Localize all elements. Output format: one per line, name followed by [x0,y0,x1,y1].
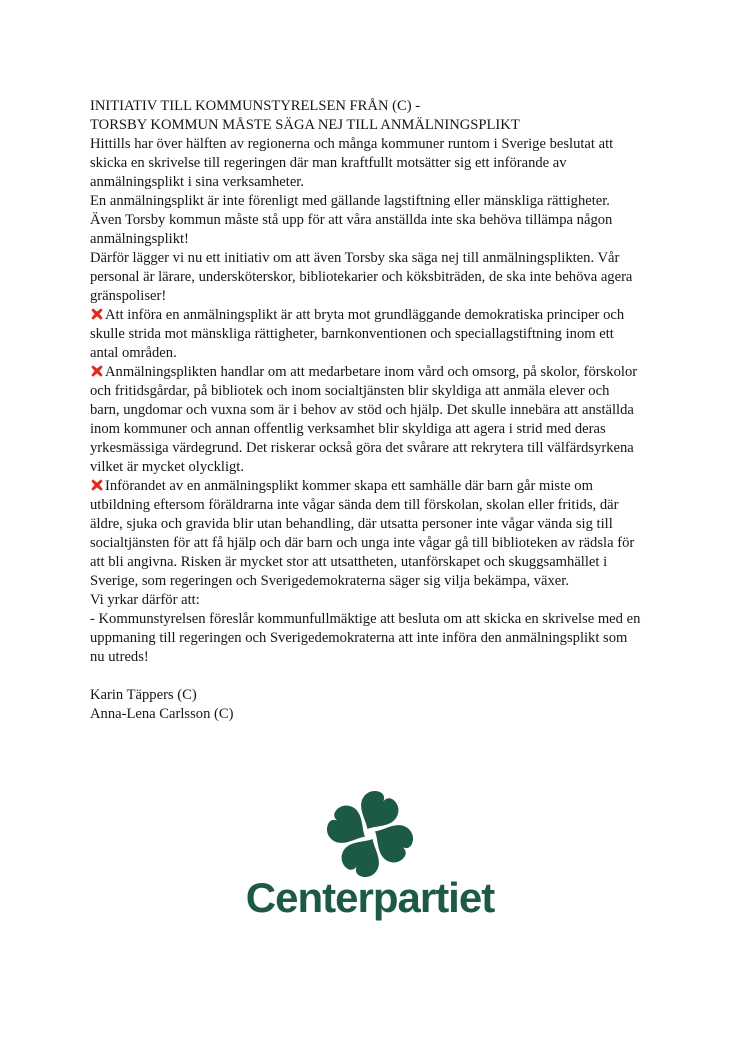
doc-line: Därför lägger vi nu ett initiativ om att även Torsby ska säga nej till anmälningsplikten. Vår [90,250,620,266]
doc-line: Karin Täppers (C) [90,687,197,703]
doc-line: Även Torsby kommun måste stå upp för att våra anställda inte ska behöva tillämpa någon [90,212,613,228]
doc-line: anmälningsplikt i sina verksamheter. [90,174,304,190]
clover-hearts-icon [324,790,416,878]
doc-line: nu utreds! [90,649,149,665]
doc-line: antal områden. [90,345,177,361]
doc-line: - Kommunstyrelsen föreslår kommunfullmäktige att besluta om att skicka en skrivelse med en [90,611,641,627]
doc-line: Anna-Lena Carlsson (C) [90,706,234,722]
signatures [90,686,675,724]
doc-line: socialtjänsten för att få hjälp och där barn och unga inte vågar gå till biblioteken av rädsla för [90,535,635,551]
doc-line: gränspoliser! [90,288,167,304]
doc-line: skulle strida mot mänskliga rättigheter, barnkonventionen och speciallagstiftning inom ett [90,326,614,342]
doc-line-with-cross: Att införa en anmälningsplikt är att bryta mot grundläggande demokratiska principer och [90,306,675,325]
doc-line: INITIATIV TILL KOMMUNSTYRELSEN FRÅN (C) - [90,98,421,114]
doc-line: äldre, sjuka och gravida blir utan behandling, där utsatta personer inte vågar vända sig till [90,516,613,532]
signature-gap [90,667,675,686]
doc-line-with-cross: Införandet av en anmälningsplikt kommer skapa ett samhälle där barn går miste om [90,477,675,496]
doc-line: Vi yrkar därför att: [90,592,200,608]
doc-line: yrkesmässiga värdegrund. Det riskerar också göra det svårare att rekrytera till välfärdsyrkena [90,440,634,456]
doc-line: Sverige, som regeringen och Sverigedemokraterna säger sig vilja bekämpa, växer. [90,573,569,589]
red-cross-icon [90,478,104,492]
document-title [90,97,675,135]
doc-line: TORSBY KOMMUN MÅSTE SÄGA NEJ TILL ANMÄLNINGSPLIKT [90,117,520,133]
doc-line: och fritidsgårdar, på bibliotek och inom socialtjänsten blir skyldiga att anmäla elever och [90,383,610,399]
doc-line-with-cross: Anmälningsplikten handlar om att medarbetare inom vård och omsorg, på skolor, förskolor [90,363,675,382]
logo-wordmark: Centerpartiet [245,874,495,921]
doc-line: anmälningsplikt! [90,231,189,247]
document-text [90,97,675,724]
red-cross-icon [90,307,104,321]
doc-line: inom kommuner och annan offentlig verksamhet blir skyldiga att agera i strid med deras [90,421,606,437]
centerpartiet-logo [0,790,740,920]
document-body [90,135,675,667]
doc-line: Hittills har över hälften av regionerna och många kommuner runtom i Sverige beslutat att [90,136,614,152]
doc-line: personal är lärare, undersköterskor, bibliotekarier och köksbiträden, de ska inte behöva agera [90,269,633,285]
doc-line: uppmaning till regeringen och Sverigedemokraterna att inte införa den anmälningsplikt som [90,630,628,646]
doc-line: skicka en skrivelse till regeringen där man kraftfullt motsätter sig ett införande av [90,155,567,171]
red-cross-icon [90,364,104,378]
doc-line: att bli angivna. Risken är mycket stor att utsattheten, utanförskapet och skuggsamhället i [90,554,608,570]
doc-line: vilket är mycket olyckligt. [90,459,245,475]
doc-line: utbildning eftersom föräldrarna inte vågar sända dem till förskolan, skolan eller fritids, där [90,497,619,513]
doc-line: barn, ungdomar och vuxna som är i behov av stöd och hjälp. Det skulle innebära att anställda [90,402,634,418]
doc-line: En anmälningsplikt är inte förenligt med gällande lagstiftning eller mänskliga rättigheter. [90,193,610,209]
